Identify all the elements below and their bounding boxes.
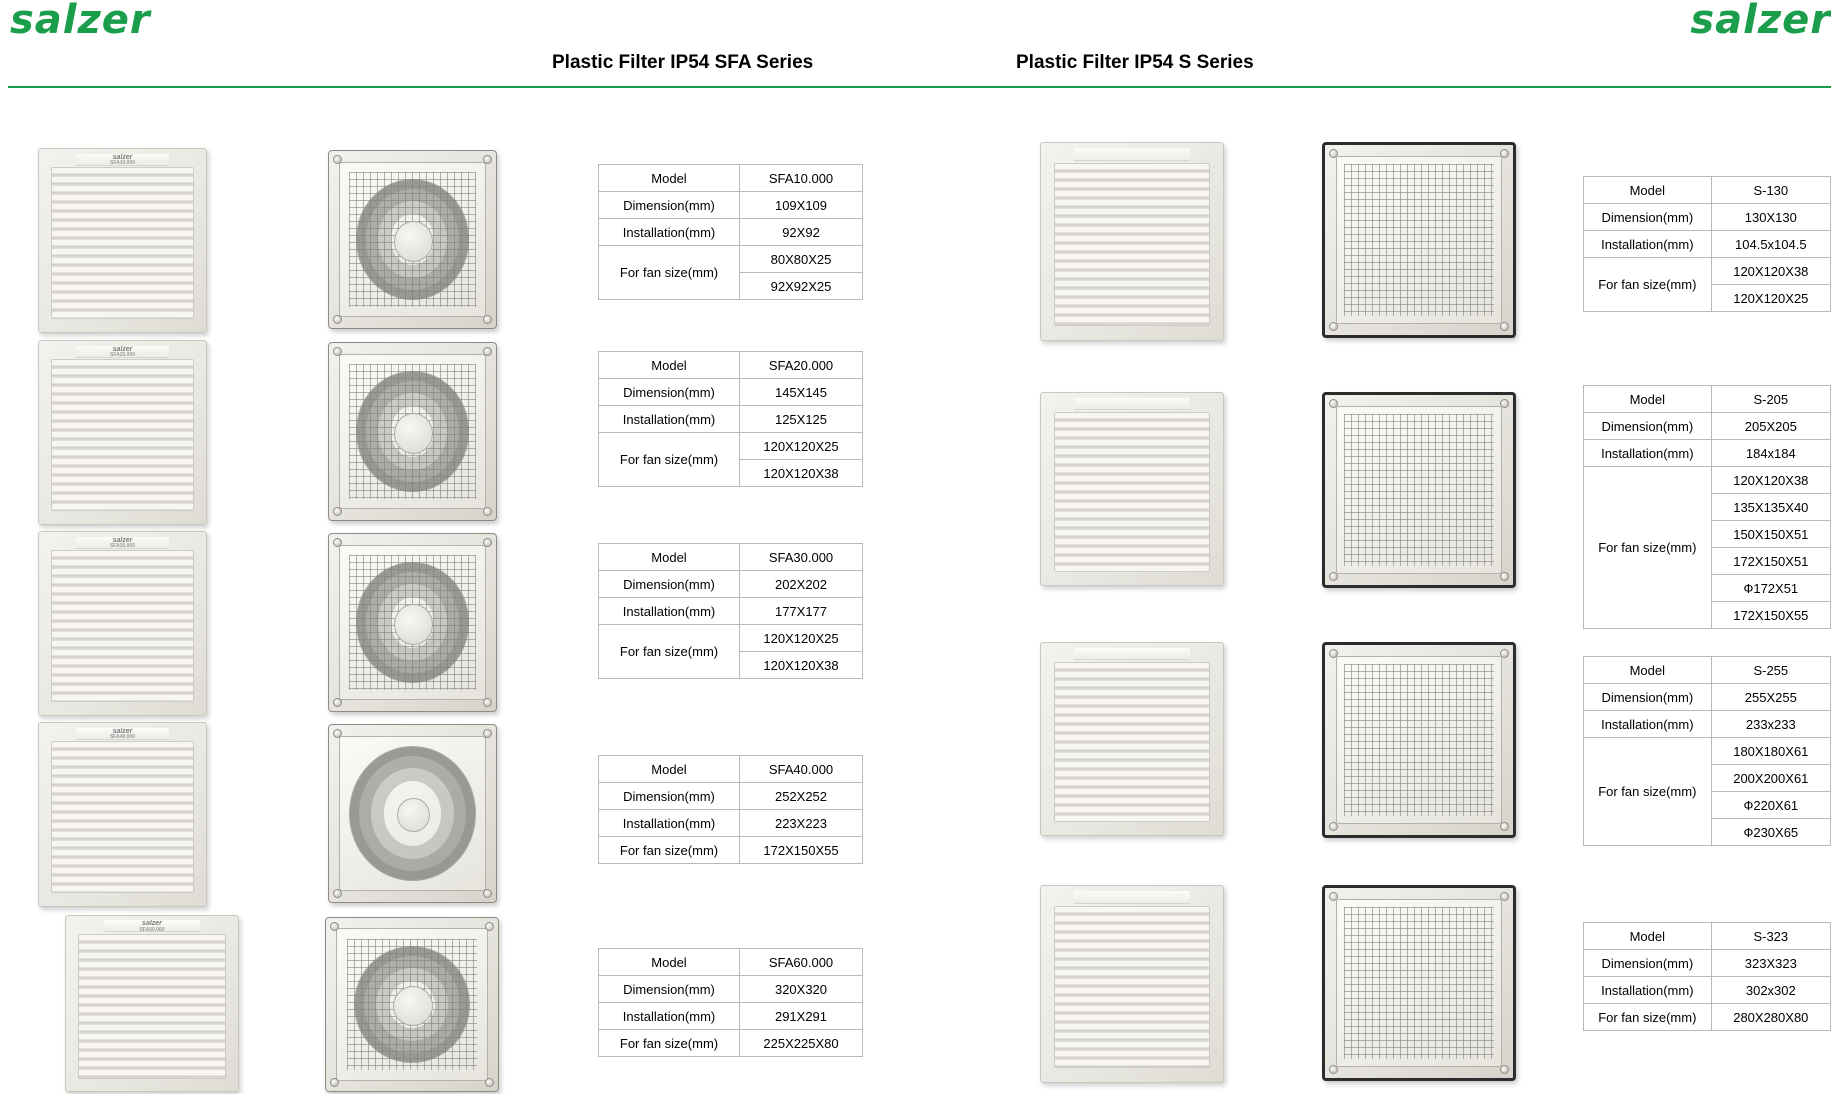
divider-right [1016, 86, 1831, 88]
cell-header-installation: Installation(mm) [599, 1003, 740, 1030]
cell-value-installation: 291X291 [740, 1003, 863, 1030]
cell-header-dimension: Dimension(mm) [599, 571, 740, 598]
cell-header-fan-size: For fan size(mm) [599, 433, 740, 487]
cell-header-installation: Installation(mm) [599, 219, 740, 246]
table-row [599, 219, 863, 246]
cell-header-model: Model [1584, 657, 1712, 684]
cell-header-installation: Installation(mm) [1584, 711, 1712, 738]
product-image-sfa30-front [38, 531, 205, 714]
cell-value-installation: 233x233 [1711, 711, 1830, 738]
cell-value-fan-size: 120X120X38 [1711, 258, 1830, 285]
table-row [1584, 413, 1831, 440]
product-image-s323-front [1040, 885, 1222, 1081]
cell-header-installation: Installation(mm) [599, 406, 740, 433]
cell-header-fan-size: For fan size(mm) [1584, 467, 1712, 629]
table-row [1584, 1004, 1831, 1031]
table-row [1584, 440, 1831, 467]
cell-value-model: SFA30.000 [740, 544, 863, 571]
cell-value-installation: 125X125 [740, 406, 863, 433]
product-label-sfa10: salzer SFA10.000 [76, 154, 170, 166]
cell-header-dimension: Dimension(mm) [599, 976, 740, 1003]
cell-header-installation: Installation(mm) [599, 598, 740, 625]
divider-left [8, 86, 1018, 88]
table-row [1584, 258, 1831, 285]
spec-table-sfa30 [598, 543, 863, 679]
cell-value-model: S-323 [1711, 923, 1830, 950]
cell-header-model: Model [599, 544, 740, 571]
cell-value-dimension: 255X255 [1711, 684, 1830, 711]
cell-value-dimension: 130X130 [1711, 204, 1830, 231]
product-image-s205-front [1040, 392, 1222, 584]
cell-header-fan-size: For fan size(mm) [599, 837, 740, 864]
table-row [599, 598, 863, 625]
cell-value-dimension: 145X145 [740, 379, 863, 406]
spec-table-sfa60 [598, 948, 863, 1057]
cell-value-fan-size: 80X80X25 [740, 246, 863, 273]
table-row [599, 976, 863, 1003]
cell-value-fan-size: 180X180X61 [1711, 738, 1830, 765]
cell-header-dimension: Dimension(mm) [599, 192, 740, 219]
cell-value-installation: 104.5x104.5 [1711, 231, 1830, 258]
cell-header-installation: Installation(mm) [599, 810, 740, 837]
cell-header-dimension: Dimension(mm) [1584, 684, 1712, 711]
cell-value-fan-size: 120X120X38 [1711, 467, 1830, 494]
cell-header-model: Model [1584, 386, 1712, 413]
cell-value-model: SFA40.000 [740, 756, 863, 783]
product-image-sfa10-back [328, 150, 495, 327]
table-row [599, 192, 863, 219]
cell-header-dimension: Dimension(mm) [1584, 204, 1712, 231]
salzer-logo-right: salzer [1690, 0, 1831, 43]
table-row [599, 406, 863, 433]
product-image-sfa60-back [325, 917, 497, 1090]
product-image-s205-back [1322, 392, 1510, 582]
cell-value-fan-size: 120X120X38 [740, 460, 863, 487]
cell-header-fan-size: For fan size(mm) [1584, 738, 1712, 846]
cell-value-dimension: 320X320 [740, 976, 863, 1003]
cell-header-model: Model [599, 949, 740, 976]
product-label-sfa30: salzer SFA30.000 [76, 537, 170, 549]
product-label-sfa60: salzer SFA60.000 [104, 920, 200, 932]
cell-value-dimension: 202X202 [740, 571, 863, 598]
cell-value-dimension: 252X252 [740, 783, 863, 810]
product-label-sfa40: salzer SFA40.000 [76, 728, 170, 740]
cell-value-dimension: 205X205 [1711, 413, 1830, 440]
table-row [599, 783, 863, 810]
cell-value-fan-size: 120X120X25 [740, 625, 863, 652]
product-image-s130-back [1322, 142, 1510, 332]
cell-header-fan-size: For fan size(mm) [599, 246, 740, 300]
cell-value-fan-size: Ф230X65 [1711, 819, 1830, 846]
cell-header-fan-size: For fan size(mm) [599, 1030, 740, 1057]
product-label-sfa20: salzer SFA20.000 [76, 346, 170, 358]
table-row [1584, 923, 1831, 950]
table-row [599, 571, 863, 598]
spec-table-sfa20 [598, 351, 863, 487]
product-label-s205 [1074, 398, 1190, 411]
table-row [1584, 386, 1831, 413]
cell-value-installation: 177X177 [740, 598, 863, 625]
product-image-sfa60-front [65, 915, 237, 1090]
spec-table-s130 [1583, 176, 1831, 312]
table-row [599, 949, 863, 976]
table-row [599, 625, 863, 652]
cell-header-installation: Installation(mm) [1584, 977, 1712, 1004]
table-row [1584, 684, 1831, 711]
product-label-s130 [1074, 148, 1190, 161]
table-row [599, 837, 863, 864]
table-row [599, 379, 863, 406]
table-row [599, 810, 863, 837]
section-title-sfa: Plastic Filter IP54 SFA Series [552, 52, 814, 73]
cell-value-fan-size: 172X150X55 [740, 837, 863, 864]
cell-value-installation: 302x302 [1711, 977, 1830, 1004]
cell-value-fan-size: 150X150X51 [1711, 521, 1830, 548]
cell-value-fan-size: Ф172X51 [1711, 575, 1830, 602]
product-image-sfa10-front [38, 148, 205, 331]
cell-value-fan-size: 92X92X25 [740, 273, 863, 300]
cell-header-dimension: Dimension(mm) [599, 783, 740, 810]
section-title-s: Plastic Filter IP54 S Series [1016, 52, 1254, 73]
cell-header-fan-size: For fan size(mm) [1584, 1004, 1712, 1031]
cell-value-fan-size: 200X200X61 [1711, 765, 1830, 792]
cell-value-fan-size: 280X280X80 [1711, 1004, 1830, 1031]
cell-value-fan-size: 135X135X40 [1711, 494, 1830, 521]
product-image-sfa40-front [38, 722, 205, 905]
table-row [599, 756, 863, 783]
cell-header-dimension: Dimension(mm) [1584, 950, 1712, 977]
cell-value-fan-size: 172X150X51 [1711, 548, 1830, 575]
cell-value-installation: 184x184 [1711, 440, 1830, 467]
cell-header-model: Model [599, 352, 740, 379]
cell-value-model: SFA60.000 [740, 949, 863, 976]
cell-header-fan-size: For fan size(mm) [599, 625, 740, 679]
cell-value-model: SFA10.000 [740, 165, 863, 192]
product-image-s255-front [1040, 642, 1222, 834]
table-row [599, 165, 863, 192]
table-row [599, 544, 863, 571]
table-row [599, 433, 863, 460]
cell-value-fan-size: 172X150X55 [1711, 602, 1830, 629]
table-row [1584, 977, 1831, 1004]
cell-value-model: S-130 [1711, 177, 1830, 204]
table-row [1584, 711, 1831, 738]
table-row [599, 352, 863, 379]
cell-value-installation: 92X92 [740, 219, 863, 246]
cell-value-model: SFA20.000 [740, 352, 863, 379]
spec-table-s205 [1583, 385, 1831, 629]
cell-header-fan-size: For fan size(mm) [1584, 258, 1712, 312]
product-label-s255 [1074, 648, 1190, 661]
table-row [599, 1030, 863, 1057]
salzer-logo-left: salzer [10, 0, 151, 43]
cell-value-model: S-205 [1711, 386, 1830, 413]
product-image-s130-front [1040, 142, 1222, 339]
table-row [1584, 204, 1831, 231]
cell-header-dimension: Dimension(mm) [599, 379, 740, 406]
cell-header-dimension: Dimension(mm) [1584, 413, 1712, 440]
product-image-s255-back [1322, 642, 1510, 832]
spec-table-s323 [1583, 922, 1831, 1031]
table-row [599, 1003, 863, 1030]
table-row [599, 246, 863, 273]
cell-value-fan-size: 120X120X38 [740, 652, 863, 679]
product-image-sfa20-back [328, 342, 495, 519]
cell-value-fan-size: 120X120X25 [1711, 285, 1830, 312]
product-image-sfa20-front [38, 340, 205, 523]
product-image-s323-back [1322, 885, 1510, 1075]
spec-table-sfa10 [598, 164, 863, 300]
cell-value-model: S-255 [1711, 657, 1830, 684]
product-label-s323 [1074, 891, 1190, 904]
cell-value-dimension: 323X323 [1711, 950, 1830, 977]
table-row [1584, 657, 1831, 684]
table-row [1584, 738, 1831, 765]
cell-value-fan-size: Ф220X61 [1711, 792, 1830, 819]
cell-value-installation: 223X223 [740, 810, 863, 837]
table-row [1584, 950, 1831, 977]
product-image-sfa40-back [328, 724, 495, 901]
cell-value-fan-size: 225X225X80 [740, 1030, 863, 1057]
product-image-sfa30-back [328, 533, 495, 710]
cell-header-installation: Installation(mm) [1584, 440, 1712, 467]
cell-header-installation: Installation(mm) [1584, 231, 1712, 258]
cell-value-fan-size: 120X120X25 [740, 433, 863, 460]
cell-header-model: Model [1584, 177, 1712, 204]
cell-header-model: Model [1584, 923, 1712, 950]
spec-table-sfa40 [598, 755, 863, 864]
cell-header-model: Model [599, 165, 740, 192]
cell-value-dimension: 109X109 [740, 192, 863, 219]
table-row [1584, 231, 1831, 258]
table-row [1584, 177, 1831, 204]
cell-header-model: Model [599, 756, 740, 783]
spec-table-s255 [1583, 656, 1831, 846]
table-row [1584, 467, 1831, 494]
